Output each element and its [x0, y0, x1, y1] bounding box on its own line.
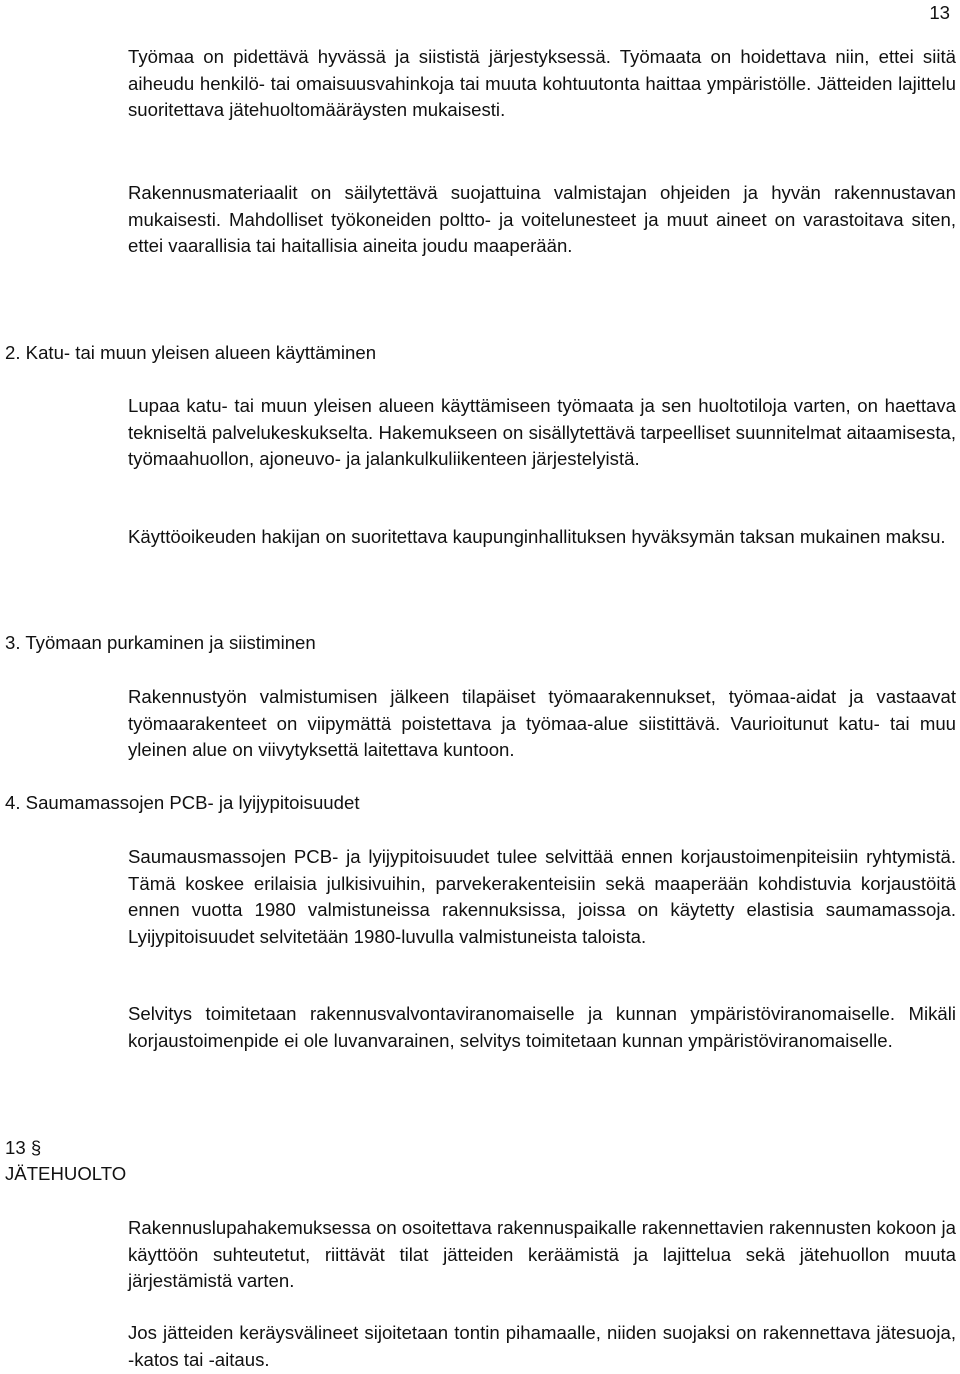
section-3-paragraph-1: Rakennustyön valmistumisen jälkeen tilapäiset työmaarakennukset, työmaa-aidat ja vastaavat työmaarakenteet on viipymättä poistettava ja työmaa-alue siistittävä. Vaurioitunut katu- tai muu yleinen alue on viivytyksettä laitettava kuntoon. [128, 686, 956, 760]
section-3-heading: 3. Työmaan purkaminen ja siistiminen [5, 632, 316, 653]
section-2-paragraph-1: Lupaa katu- tai muun yleisen alueen käyttämiseen työmaata ja sen huoltotiloja varten, on haettava tekniseltä palvelukeskukselta. Hakemukseen on sisällytettävä tarpeelliset suunnitelmat aitaamisesta, työmaahuollon, ajoneuvo- ja jalankulkuliikenteen järjestelyistä. [128, 395, 956, 469]
section-4-paragraph-1: Saumausmassojen PCB- ja lyijypitoisuudet tulee selvittää ennen korjaustoimenpiteisiin ryhtymistä. Tämä koskee erilaisia julkisivuihin, parvekerakenteisiin sekä maaperään kohdistuvia korjaustöitä ennen vuotta 1980 valmistuneissa rakennuksissa, joissa on käytetty elastisia saumamassoja. Lyijypitoisuudet selvitetään 1980-luvulla valmistuneista taloista. [128, 846, 956, 947]
section-13-number: 13 § [5, 1137, 42, 1158]
section-13-paragraph-1: Rakennuslupahakemuksessa on osoitettava rakennuspaikalle rakennettavien rakennusten kokoon ja käyttöön suhteutetut, riittävät tilat jätteiden keräämistä ja lajittelua sekä jätehuollon muuta järjestämistä varten. [128, 1217, 956, 1291]
section-13-title: JÄTEHUOLTO [5, 1163, 127, 1184]
section-4-paragraph-2: Selvitys toimitetaan rakennusvalvontaviranomaiselle ja kunnan ympäristöviranomaiselle. Mikäli korjaustoimenpide ei ole luvanvarainen, selvitys toimitetaan kunnan ympäristöviranomaiselle. [128, 1003, 956, 1051]
intro-paragraph-2: Rakennusmateriaalit on säilytettävä suojattuina valmistajan ohjeiden ja hyvän rakennustavan mukaisesti. Mahdolliset työkoneiden poltto- ja voitelunesteet ja muut aineet on varastoitava siten, ettei vaarallisia tai haitallisia aineita joudu maaperään. [128, 182, 956, 256]
section-2-heading: 2. Katu- tai muun yleisen alueen käyttäminen [5, 342, 377, 363]
section-4-heading: 4. Saumamassojen PCB- ja lyijypitoisuudet [5, 792, 360, 813]
page-number: 13 [929, 2, 950, 23]
section-2-paragraph-2: Käyttöoikeuden hakijan on suoritettava kaupunginhallituksen hyväksymän taksan mukainen maksu. [128, 526, 946, 547]
intro-paragraph-1: Työmaa on pidettävä hyvässä ja siististä järjestyksessä. Työmaata on hoidettava niin, ettei siitä aiheudu henkilö- tai omaisuusvahinkoja tai muuta kohtuutonta haittaa ympäristölle. Jätteiden lajittelu suoritettava jätehuoltomääräysten mukaisesti. [128, 46, 956, 120]
section-13-paragraph-2: Jos jätteiden keräysvälineet sijoitetaan tontin pihamaalle, niiden suojaksi on rakennettava jätesuoja, -katos tai -aitaus. [128, 1322, 956, 1370]
